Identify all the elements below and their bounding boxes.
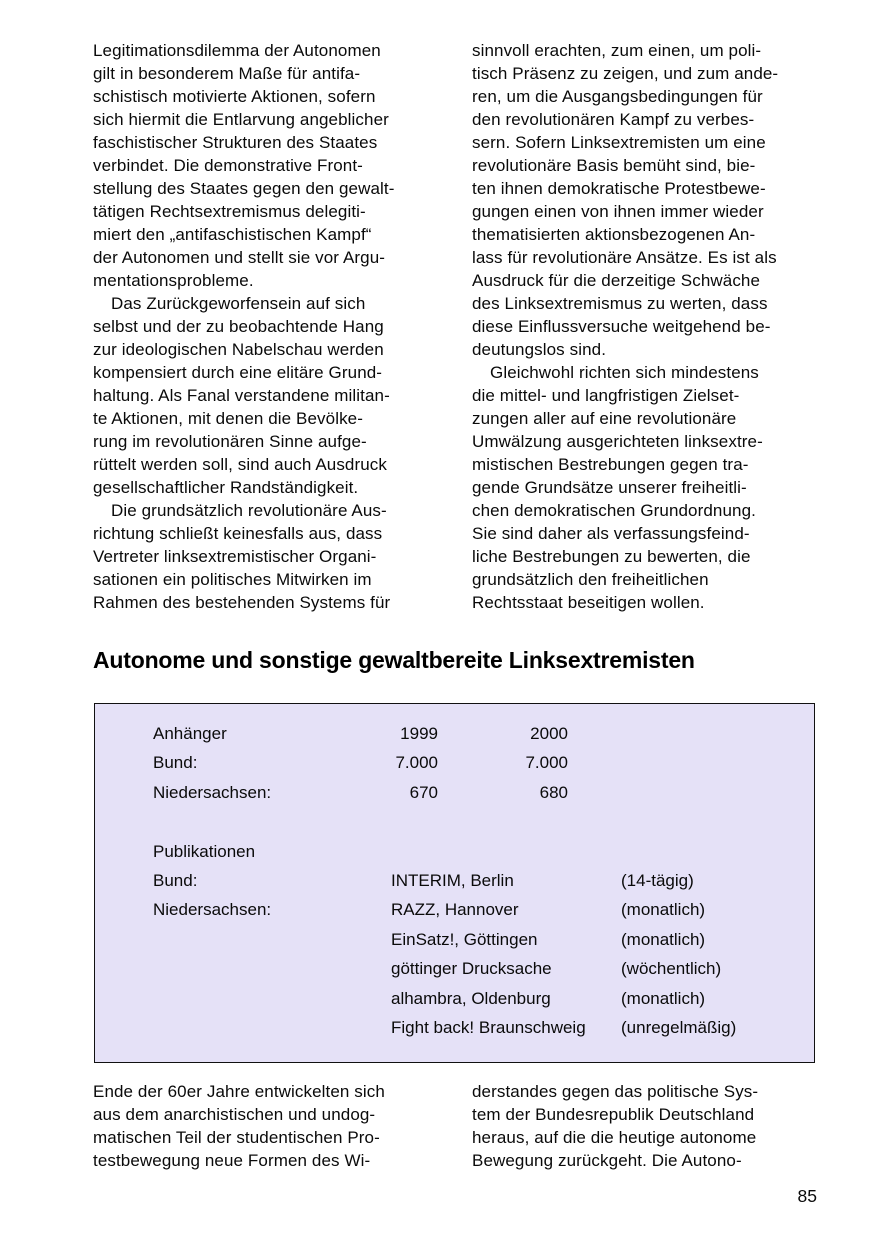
year-column-2: 2000 xyxy=(530,724,568,743)
text-line: sationen ein politisches Mitwirken im xyxy=(93,570,372,589)
table-row xyxy=(153,748,814,777)
infobox xyxy=(94,703,815,1063)
text-line: tem der Bundesrepublik Deutschland xyxy=(472,1105,755,1124)
text-line: haltung. Als Fanal verstandene militan- xyxy=(93,386,390,405)
text-line: sern. Sofern Linksextremisten um eine xyxy=(472,133,766,152)
publication-name: RAZZ, Hannover xyxy=(391,900,519,920)
text-line: te Aktionen, mit denen die Bevölke- xyxy=(93,409,363,428)
publications-title: Publikationen xyxy=(153,841,256,861)
members-header-label: Anhänger xyxy=(153,724,227,743)
text-line: Umwälzung ausgerichteten linksextre- xyxy=(472,432,763,451)
label: Niedersachsen: xyxy=(153,900,272,920)
text-line: thematisierten aktionsbezogenen An- xyxy=(472,225,756,244)
text-line: tisch Präsenz zu zeigen, und zum ande- xyxy=(472,64,779,83)
text-line: ten ihnen demokratische Protestbewe- xyxy=(472,179,766,198)
publication-name: Fight back! Braunschweig xyxy=(391,1018,586,1038)
year-column-1: 1999 xyxy=(400,724,438,743)
text-line: kompensiert durch eine elitäre Grund- xyxy=(93,363,383,382)
publication-frequency: (wöchentlich) xyxy=(621,959,722,979)
text-line: gungen einen von ihnen immer wieder xyxy=(472,202,764,221)
publications-title-row xyxy=(153,837,814,866)
table-row xyxy=(153,1013,814,1042)
publication-name: INTERIM, Berlin xyxy=(391,871,514,891)
text-line: Rahmen des bestehenden Systems für xyxy=(93,593,391,612)
label: Niedersachsen: xyxy=(153,782,272,802)
text-line: chen demokratischen Grundordnung. xyxy=(472,501,756,520)
page-number: 85 xyxy=(797,1186,817,1206)
text-line: der Autonomen und stellt sie vor Argu- xyxy=(93,248,386,267)
publication-frequency: (unregelmäßig) xyxy=(621,1018,737,1038)
text-line: matischen Teil der studentischen Pro- xyxy=(93,1128,380,1147)
text-line: Vertreter linksextremistischer Organi- xyxy=(93,547,377,566)
text-line: testbewegung neue Formen des Wi- xyxy=(93,1151,371,1170)
publication-name: alhambra, Oldenburg xyxy=(391,988,551,1008)
text-line: deutungslos sind. xyxy=(472,340,607,359)
bottom-right-text-column xyxy=(472,1080,822,1172)
text-line: verbindet. Die demonstrative Front- xyxy=(93,156,363,175)
value-2000: 680 xyxy=(539,782,568,802)
text-line: zur ideologischen Nabelschau werden xyxy=(93,340,384,359)
value-1999: 670 xyxy=(409,782,438,802)
label: Bund: xyxy=(153,871,198,891)
text-line: liche Bestrebungen zu bewerten, die xyxy=(472,547,751,566)
text-line: mentationsprobleme. xyxy=(93,271,254,290)
text-line: Legitimationsdilemma der Autonomen xyxy=(93,41,381,60)
text-line: rüttelt werden soll, sind auch Ausdruck xyxy=(93,455,387,474)
label xyxy=(153,954,391,983)
table-row xyxy=(153,954,814,983)
top-right-text-column xyxy=(472,39,822,614)
text-line: die mittel- und langfristigen Zielset- xyxy=(472,386,740,405)
text-line: Die grundsätzlich revolutionäre Aus- xyxy=(111,501,387,520)
text-line: aus dem anarchistischen und undog- xyxy=(93,1105,376,1124)
publication-name: göttinger Drucksache xyxy=(391,959,552,979)
text-line: mistischen Bestrebungen gegen tra- xyxy=(472,455,749,474)
publications-rows xyxy=(153,866,814,1042)
table-spacer xyxy=(153,807,814,836)
top-left-text-column xyxy=(93,39,443,614)
label xyxy=(153,1013,391,1042)
text-line: sich hiermit die Entlarvung angeblicher xyxy=(93,110,389,129)
text-line: Das Zurückgeworfensein auf sich xyxy=(111,294,366,313)
publication-frequency: (monatlich) xyxy=(621,988,706,1008)
text-line: des Linksextremismus zu werten, dass xyxy=(472,294,768,313)
table-row xyxy=(153,984,814,1013)
text-line: sinnvoll erachten, zum einen, um poli- xyxy=(472,41,762,60)
label xyxy=(153,925,391,954)
text-line: diese Einflussversuche weitgehend be- xyxy=(472,317,771,336)
text-line: gesellschaftlicher Randständigkeit. xyxy=(93,478,359,497)
text-line: Rechtsstaat beseitigen wollen. xyxy=(472,593,705,612)
text-line: miert den „antifaschistischen Kampf“ xyxy=(93,225,372,244)
text-line: Sie sind daher als verfassungsfeind- xyxy=(472,524,750,543)
text-line: lass für revolutionäre Ansätze. Es ist als xyxy=(472,248,777,267)
text-line: ren, um die Ausgangsbedingungen für xyxy=(472,87,763,106)
text-line: richtung schließt keinesfalls aus, dass xyxy=(93,524,383,543)
text-line: grundsätzlich den freiheitlichen xyxy=(472,570,709,589)
members-rows xyxy=(153,748,814,807)
text-line: schistisch motivierte Aktionen, sofern xyxy=(93,87,376,106)
bottom-left-text-column xyxy=(93,1080,443,1172)
table-row xyxy=(153,925,814,954)
publication-frequency: (14-tägig) xyxy=(621,871,694,891)
publication-name: EinSatz!, Göttingen xyxy=(391,929,538,949)
text-line: stellung des Staates gegen den gewalt- xyxy=(93,179,395,198)
table-header-row xyxy=(153,719,814,748)
table-row xyxy=(153,778,814,807)
text-line: tätigen Rechtsextremismus delegiti- xyxy=(93,202,366,221)
text-line: derstandes gegen das politische Sys- xyxy=(472,1082,759,1101)
value-2000: 7.000 xyxy=(525,753,568,773)
publication-frequency: (monatlich) xyxy=(621,929,706,949)
table-row xyxy=(153,866,814,895)
text-line: faschistischer Strukturen des Staates xyxy=(93,133,378,152)
text-line: Ausdruck für die derzeitige Schwäche xyxy=(472,271,761,290)
text-line: revolutionäre Basis bemüht sind, bie- xyxy=(472,156,756,175)
text-line: Bewegung zurückgeht. Die Autono- xyxy=(472,1151,742,1170)
label: Bund: xyxy=(153,753,198,773)
table-row xyxy=(153,895,814,924)
publication-frequency: (monatlich) xyxy=(621,900,706,920)
text-line: zungen aller auf eine revolutionäre xyxy=(472,409,737,428)
text-line: gende Grundsätze unserer freiheitli- xyxy=(472,478,747,497)
text-line: selbst und der zu beobachtende Hang xyxy=(93,317,384,336)
text-line: gilt in besonderem Maße für antifa- xyxy=(93,64,361,83)
text-line: rung im revolutionären Sinne aufge- xyxy=(93,432,367,451)
section-heading: Autonome und sonstige gewaltbereite Linksextremisten xyxy=(93,647,695,673)
value-1999: 7.000 xyxy=(395,753,438,773)
text-line: heraus, auf die die heutige autonome xyxy=(472,1128,757,1147)
label xyxy=(153,984,391,1013)
text-line: den revolutionären Kampf zu verbes- xyxy=(472,110,755,129)
text-line: Ende der 60er Jahre entwickelten sich xyxy=(93,1082,385,1101)
text-line: Gleichwohl richten sich mindestens xyxy=(490,363,759,382)
